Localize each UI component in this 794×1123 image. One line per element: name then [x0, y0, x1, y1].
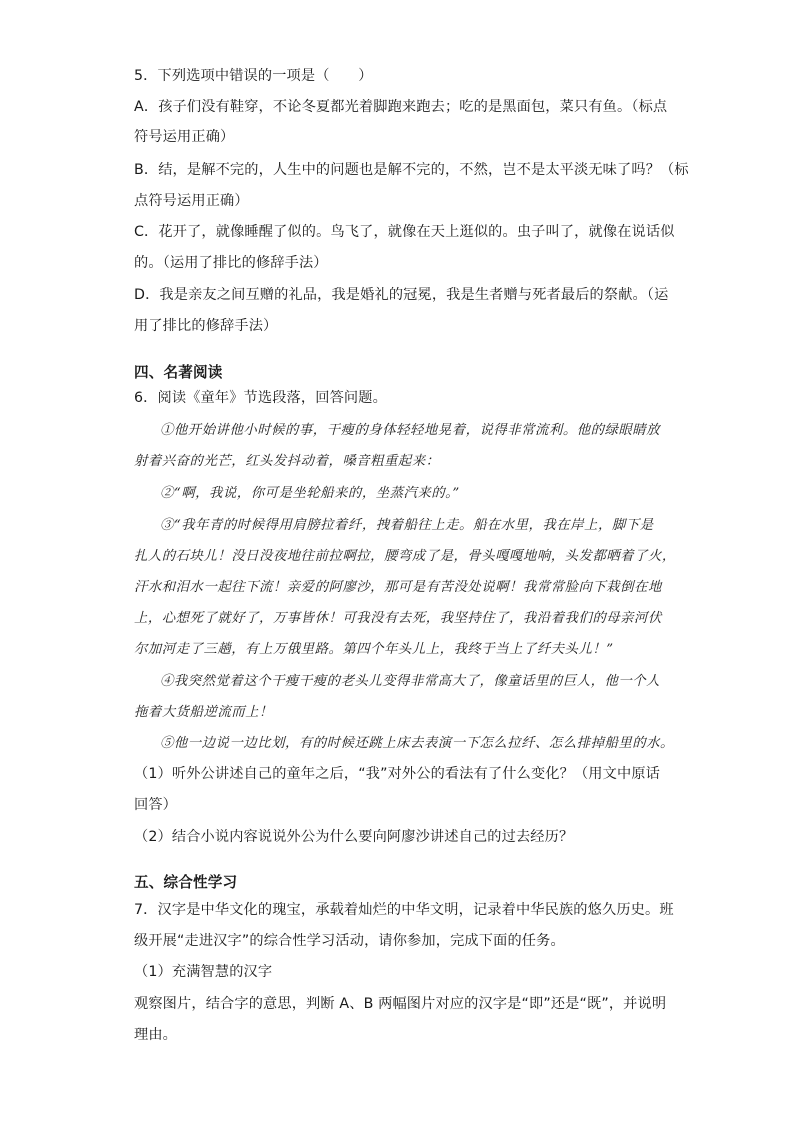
excerpt-p3-line-2: 扎人的石块儿！没日没夜地往前拉啊拉，腰弯成了是，骨头嘎嘎地响，头发都晒着了火，: [134, 549, 676, 564]
excerpt-p4-line-1: ④我突然觉着这个干瘦干瘦的老头儿变得非常高大了，像童话里的巨人，他一个人: [160, 674, 661, 689]
excerpt-p1-line-1: ①他开始讲他小时候的事，干瘦的身体轻轻地晃着，说得非常流利。他的绿眼睛放: [160, 423, 661, 438]
excerpt-p5-line-1: ⑤他一边说一边比划，有的时候还跳上床去表演一下怎么拉纤、怎么排掉船里的水。: [160, 736, 674, 751]
excerpt-p3-line-1: ③“我年青的时候得用肩膀拉着纤，拽着船往上走。船在水里，我在岸上，脚下是: [160, 518, 654, 533]
q5-option-b-line-1: B．结，是解不完的，人生中的问题也是解不完的，不然，岂不是太平淡无味了吗？（标: [134, 162, 689, 178]
question-5-stem: 5．下列选项中错误的一项是（ ）: [134, 68, 373, 84]
task-1-body-line-1: 观察图片，结合字的意思，判断 A、B 两幅图片对应的汉字是“即”还是“既”，并说明: [134, 996, 667, 1012]
q5-option-c-line-2: 的。（运用了排比的修辞手法）: [134, 255, 328, 271]
task-1-body-line-2: 理由。: [134, 1027, 178, 1043]
q5-option-a-line-2: 符号运用正确）: [134, 129, 235, 145]
q5-option-d-line-2: 用了排比的修辞手法）: [134, 318, 278, 334]
task-1-title: （1）充满智慧的汉字: [134, 964, 273, 980]
novel-excerpt: [134, 0, 676, 760]
excerpt-p3-line-5: 尔加河走了三趟，有上万俄里路。第四个年头儿上，我终于当上了纤夫头儿！”: [134, 642, 614, 657]
q5-option-c-line-1: C．花开了，就像睡醒了似的。鸟飞了，就像在天上逛似的。虫子叫了，就像在说话似: [134, 224, 675, 240]
section-5-heading: 五、综合性学习: [134, 874, 238, 891]
q5-option-d-line-1: D．我是亲友之间互赠的礼品，我是婚礼的冠冕，我是生者赠与死者最后的祭献。（运: [134, 287, 669, 303]
question-7-stem-line-2: 级开展“走进汉字”的综合性学习活动，请你参加，完成下面的任务。: [134, 933, 565, 949]
q6-sub1-line-1: （1）听外公讲述自己的童年之后，“我”对外公的看法有了什么变化？（用文中原话: [134, 766, 660, 782]
excerpt-p2-line-1: ②“啊，我说，你可是坐轮船来的，坐蒸汽来的。”: [160, 486, 460, 501]
q6-sub1-line-2: 回答）: [134, 797, 178, 813]
q5-option-a-line-1: A．孩子们没有鞋穿，不论冬夏都光着脚跑来跑去；吃的是黑面包，菜只有鱼。（标点: [134, 99, 668, 115]
excerpt-p3-line-4: 上，心想死了就好了，万事皆休！可我没有去死，我坚持住了，我沿着我们的母亲河伏: [134, 611, 662, 626]
question-6-stem: 6．阅读《童年》节选段落，回答问题。: [134, 390, 387, 406]
section-4-heading: 四、名著阅读: [134, 364, 223, 381]
q6-sub2: （2）结合小说内容说说外公为什么要向阿廖沙讲述自己的过去经历？: [134, 829, 574, 845]
excerpt-p3-line-3: 汗水和泪水一起往下流！亲爱的阿廖沙，那可是有苦没处说啊！我常常脸向下栽倒在地: [134, 580, 662, 595]
q5-option-b-line-2: 点符号运用正确）: [134, 193, 249, 209]
excerpt-p1-line-2: 射着兴奋的光芒，红头发抖动着，嗓音粗重起来：: [134, 454, 440, 469]
excerpt-p4-line-2: 拖着大货船逆流而上！: [134, 705, 273, 720]
question-7-stem-line-1: 7．汉字是中华文化的瑰宝，承载着灿烂的中华文明，记录着中华民族的悠久历史。班: [134, 902, 674, 918]
